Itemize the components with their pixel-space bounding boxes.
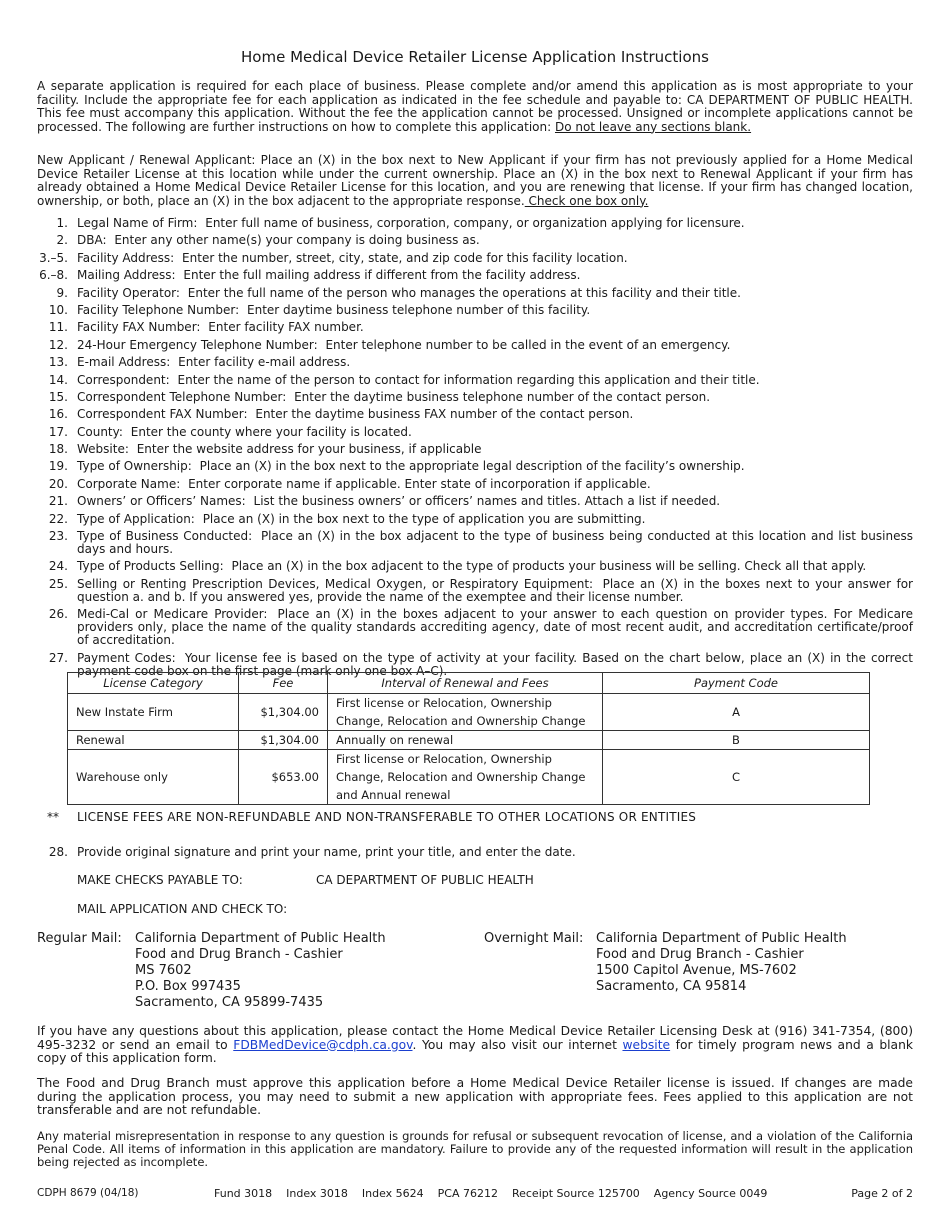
intro-paragraph [37, 80, 913, 134]
item-text: Enter daytime business telephone number of this facility. [247, 302, 591, 317]
footer-codes: Fund 3018 Index 3018 Index 5624 PCA 76212 Receipt Source 125700 Agency Source 0049 [214, 1187, 768, 1200]
address-line: Sacramento, CA 95814 [596, 979, 747, 994]
item-text: Your license fee is based on the type of activity at your facility. Based on the chart below, place an (X) in the correct payment code box on the first page (mark only one box A–C). [77, 650, 913, 678]
overnight-mail-address [596, 931, 847, 995]
list-item [37, 321, 913, 334]
item-body [77, 578, 913, 604]
list-item [37, 339, 913, 352]
fees-note-mark: ** [47, 810, 59, 824]
item-text: Place an (X) in the box adjacent to the type of business being conducted at this location and list business days and hours. [77, 529, 913, 557]
item-text: Enter full name of business, corporation, company, or organization applying for licensure. [205, 216, 745, 230]
intro-text: A separate application is required for each place of business. Please complete and/or amend this application as is most appropriate to your facility. Include the appropriate fee for each application as indicated in the fee schedule and payable to: CA DEPARTMENT OF PUBLIC HEALTH. This fee must accompany this application. Without the fee the application cannot be processed. Unsigned or incomplete applications cannot be processed. The following are further instructions on how to complete this application: [37, 79, 913, 134]
address-line: Food and Drug Branch - Cashier [596, 947, 804, 962]
item-number: 11. [48, 320, 68, 335]
header-payment-code: Payment Code [603, 673, 870, 694]
item-label: Payment Codes: [77, 650, 176, 665]
item-number: 22. [48, 511, 68, 526]
header-license-category: License Category [68, 673, 239, 694]
item-label: 24-Hour Emergency Telephone Number: [77, 337, 318, 352]
misrepresentation-paragraph: Any material misrepresentation in response to any question is grounds for refusal or subsequent revocation of license, and a violation of the California Penal Code. All items of information in this application are mandatory. Failure to provide any of the requested information will result in the application being rejected as incomplete. [37, 1129, 913, 1169]
item-body [77, 495, 913, 508]
item-number: 15. [48, 389, 68, 404]
list-item [37, 408, 913, 421]
item-body [77, 321, 913, 334]
new-applicant-text: New Applicant / Renewal Applicant: Place an (X) in the box next to New Applicant if your firm has not previously applied for a Home Medical Device Retailer License at this location while under the current ownership. Place an (X) in the box next to Renewal Applicant if your firm has already obtained a Home Medical Device Retailer License for this location, and you are renewing that license. If your firm has changed location, ownership, or both, place an (X) in the box adjacent to the appropriate response. [37, 153, 913, 208]
header-fee: Fee [239, 673, 328, 694]
item-number: 17. [48, 424, 68, 439]
table-row [68, 731, 870, 750]
item-body [77, 443, 913, 456]
item-text: Enter facility e-mail address. [178, 355, 351, 370]
address-line: California Department of Public Health [135, 931, 386, 946]
item-label: Legal Name of Firm: [77, 216, 198, 230]
item-label: Facility Address: [77, 250, 175, 265]
item-body [77, 217, 913, 230]
item-number: 25. [48, 576, 68, 591]
item-text: Enter the full mailing address if different from the facility address. [183, 268, 581, 283]
item-number: 19. [48, 459, 68, 474]
cell-code: B [603, 731, 870, 750]
item-body [77, 408, 913, 421]
address-line: MS 7602 [135, 963, 192, 978]
intro-emphasis: Do not leave any sections blank. [554, 119, 752, 134]
address-line: Sacramento, CA 95899-7435 [135, 995, 324, 1010]
address-line: California Department of Public Health [596, 931, 847, 946]
item-body [77, 374, 913, 387]
cell-category: Renewal [68, 731, 239, 750]
item-body [77, 391, 913, 404]
item-label: Selling or Renting Prescription Devices, Medical Oxygen, or Respiratory Equipment: [77, 576, 594, 591]
item-body [77, 252, 913, 265]
list-item [37, 530, 913, 556]
item-label: Type of Application: [77, 511, 195, 526]
item-label: Corporate Name: [77, 476, 181, 491]
list-item [37, 513, 913, 526]
contact-text-3: for timely program news and a blank copy of this application form. [37, 1037, 914, 1065]
item-text: Enter corporate name if applicable. Enter state of incorporation if applicable. [188, 476, 651, 491]
item-text: Place an (X) in the boxes adjacent to your answer to each question on provider types. For Medicare providers only, place the name of the quality standards accrediting agency, date of most recent audit, and accreditation certificate/proof of accreditation. [77, 607, 913, 648]
item-text: Enter the website address for your business, if applicable [136, 442, 482, 457]
item-number: 21. [48, 494, 68, 509]
item-text: Place an (X) in the box adjacent to the type of products your business will be selling. Check all that apply. [231, 559, 867, 574]
header-interval: Interval of Renewal and Fees [328, 673, 603, 694]
item-body [77, 304, 913, 317]
item-body [77, 608, 913, 647]
list-item [37, 234, 913, 247]
item-number: 6.–8. [39, 268, 68, 283]
list-item [37, 391, 913, 404]
item-text: Place an (X) in the boxes next to your answer for question a. and b. If you answered yes, provide the name of the exemptee and their license number. [77, 576, 913, 604]
item-number: 24. [48, 559, 68, 574]
list-item [37, 460, 913, 473]
list-item [37, 217, 913, 230]
item-number: 20. [48, 476, 68, 491]
list-item [37, 560, 913, 573]
new-applicant-paragraph [37, 154, 913, 208]
item-28-number: 28. [48, 845, 68, 859]
item-label: Facility Telephone Number: [77, 302, 240, 317]
item-text: Enter telephone number to be called in the event of an emergency. [325, 337, 731, 352]
mail-to-label: MAIL APPLICATION AND CHECK TO: [77, 902, 288, 916]
item-body [77, 269, 913, 282]
regular-mail-label: Regular Mail: [37, 931, 122, 946]
cell-code: C [603, 750, 870, 805]
list-item [37, 443, 913, 456]
item-body [77, 287, 913, 300]
list-item [37, 478, 913, 491]
item-number: 9. [56, 285, 68, 300]
item-text: Place an (X) in the box next to the appropriate legal description of the facility’s ownership. [199, 459, 745, 474]
item-label: Facility Operator: [77, 285, 180, 300]
table-row [68, 694, 870, 731]
list-item [37, 608, 913, 647]
item-text: Place an (X) in the box next to the type of application you are submitting. [202, 511, 646, 526]
list-item [37, 374, 913, 387]
item-text: Enter any other name(s) your company is doing business as. [114, 233, 480, 248]
list-item [37, 269, 913, 282]
item-label: Correspondent Telephone Number: [77, 389, 287, 404]
item-label: Website: [77, 442, 129, 457]
address-line: P.O. Box 997435 [135, 979, 241, 994]
item-label: Type of Products Selling: [77, 559, 224, 574]
item-number: 14. [48, 372, 68, 387]
item-body [77, 426, 913, 439]
cell-fee: $1,304.00 [239, 694, 328, 731]
cell-category: New Instate Firm [68, 694, 239, 731]
regular-mail-address [135, 931, 386, 1011]
item-number: 27. [48, 650, 68, 665]
contact-text: If you have any questions about this application, please contact the Home Medical Device Retailer Licensing Desk at (916) 341-7354, (800) 495-3232 or send an email to [37, 1024, 913, 1052]
item-label: Type of Business Conducted: [77, 529, 253, 544]
item-body [77, 356, 913, 369]
cell-fee: $1,304.00 [239, 731, 328, 750]
item-label: E-mail Address: [77, 355, 171, 370]
item-text: Enter the full name of the person who manages the operations at this facility and their title. [187, 285, 741, 300]
instruction-list [37, 217, 913, 682]
item-number: 10. [48, 302, 68, 317]
list-item [37, 356, 913, 369]
address-line: 1500 Capitol Avenue, MS-7602 [596, 963, 797, 978]
list-item [37, 287, 913, 300]
page-number: Page 2 of 2 [851, 1187, 913, 1200]
item-body [77, 530, 913, 556]
item-body [77, 339, 913, 352]
item-body [77, 478, 913, 491]
item-body [77, 560, 913, 573]
item-body [77, 513, 913, 526]
cell-fee: $653.00 [239, 750, 328, 805]
item-text: Enter the county where your facility is located. [130, 424, 412, 439]
contact-paragraph [37, 1025, 913, 1066]
table-row [68, 750, 870, 805]
item-number: 23. [48, 529, 68, 544]
item-number: 13. [48, 355, 68, 370]
fees-note-text: LICENSE FEES ARE NON-REFUNDABLE AND NON-TRANSFERABLE TO OTHER LOCATIONS OR ENTITIES [77, 810, 697, 824]
cell-interval: First license or Relocation, Ownership Change, Relocation and Ownership Change [328, 694, 603, 731]
address-line: Food and Drug Branch - Cashier [135, 947, 343, 962]
item-label: Mailing Address: [77, 268, 176, 283]
email-link[interactable]: FDBMedDevice@cdph.ca.gov [233, 1037, 413, 1052]
item-body [77, 460, 913, 473]
item-text: List the business owners’ or officers’ names and titles. Attach a list if needed. [253, 494, 721, 509]
list-item [37, 426, 913, 439]
fee-table [67, 672, 870, 805]
item-label: Owners’ or Officers’ Names: [77, 494, 246, 509]
list-item [37, 578, 913, 604]
website-link[interactable]: website [622, 1037, 671, 1052]
list-item [37, 495, 913, 508]
item-label: Correspondent FAX Number: [77, 407, 248, 422]
cell-interval: Annually on renewal [328, 731, 603, 750]
cell-interval: First license or Relocation, Ownership Change, Relocation and Ownership Change and Annual renewal [328, 750, 603, 805]
item-label: Correspondent: [77, 372, 170, 387]
approval-paragraph: The Food and Drug Branch must approve this application before a Home Medical Device Retailer license is issued. If changes are made during the application process, you may need to submit a new application with appropriate fees. Fees applied to this application are not transferable and are not refundable. [37, 1076, 913, 1117]
item-number: 26. [48, 607, 68, 622]
checks-payable-label: MAKE CHECKS PAYABLE TO: [77, 873, 243, 887]
new-applicant-emphasis: Check one box only. [524, 193, 649, 208]
item-number: 3.–5. [39, 250, 68, 265]
cell-code: A [603, 694, 870, 731]
fee-table-header [68, 673, 870, 694]
item-number: 16. [48, 407, 68, 422]
item-label: County: [77, 424, 123, 439]
item-number: 1. [56, 216, 68, 230]
item-text: Enter the daytime business FAX number of the contact person. [255, 407, 634, 422]
item-label: DBA: [77, 233, 107, 248]
item-label: Medi-Cal or Medicare Provider: [77, 607, 268, 622]
checks-payable-value: CA DEPARTMENT OF PUBLIC HEALTH [316, 873, 534, 887]
item-text: Enter facility FAX number. [208, 320, 364, 335]
cell-category: Warehouse only [68, 750, 239, 805]
item-text: Enter the number, street, city, state, and zip code for this facility location. [182, 250, 628, 265]
item-label: Facility FAX Number: [77, 320, 201, 335]
item-number: 2. [56, 233, 68, 248]
list-item [37, 304, 913, 317]
item-number: 12. [48, 337, 68, 352]
item-text: Enter the name of the person to contact for information regarding this application and their title. [177, 372, 760, 387]
list-item [37, 252, 913, 265]
item-28-text: Provide original signature and print your name, print your title, and enter the date. [77, 845, 576, 859]
contact-text-2: . You may also visit our internet [412, 1037, 623, 1052]
item-number: 18. [48, 442, 68, 457]
item-text: Enter the daytime business telephone number of the contact person. [294, 389, 711, 404]
item-label: Type of Ownership: [77, 459, 192, 474]
overnight-mail-label: Overnight Mail: [484, 931, 584, 946]
item-body [77, 234, 913, 247]
form-id: CDPH 8679 (04/18) [37, 1187, 139, 1199]
page-title: Home Medical Device Retailer License Application Instructions [241, 48, 709, 66]
